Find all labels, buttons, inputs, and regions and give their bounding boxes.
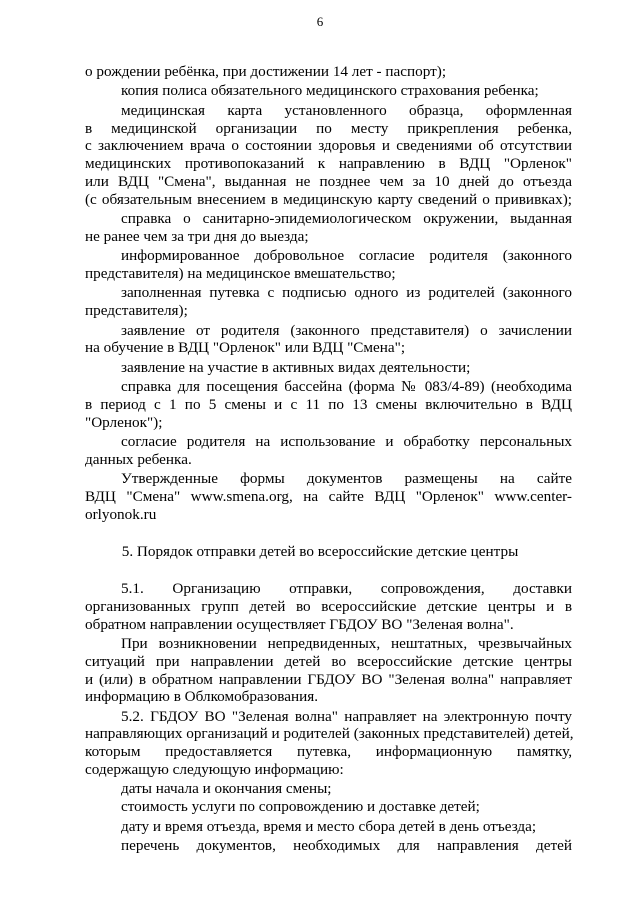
- text-line: Утвержденные формы документов размещены на сайте: [121, 470, 572, 487]
- text-line: направляющих организаций и родителей (законных представителей) детей,: [85, 725, 574, 742]
- text-line: содержащую следующую информацию:: [85, 761, 344, 778]
- text-line: ситуаций при направлении детей во всероссийские детские центры: [85, 653, 572, 670]
- text-line: данных ребенка.: [85, 451, 192, 468]
- text-line: о рождении ребёнка, при достижении 14 лет - паспорт);: [85, 63, 447, 80]
- text-line: стоимость услуги по сопровождению и доставке детей;: [121, 798, 480, 815]
- text-line: информацию в Облкомобразования.: [85, 688, 318, 705]
- text-line: которым предоставляется путевка, информационную памятку,: [85, 743, 572, 760]
- text-line: копия полиса обязательного медицинского страхования ребенка;: [121, 82, 539, 99]
- text-line: в медицинской организации по месту прикрепления ребенка,: [85, 120, 572, 137]
- text-line: в период с 1 по 5 смены и с 11 по 13 смены включительно в ВДЦ: [85, 396, 572, 413]
- section-heading: 5. Порядок отправки детей во всероссийские детские центры: [121, 543, 519, 560]
- text-line: и (или) в обратном направлении ГБДОУ ВО "Зеленая волна" направляет: [85, 671, 572, 688]
- text-line: заявление от родителя (законного представителя) о зачислении: [121, 322, 572, 339]
- text-line: заявление на участие в активных видах деятельности;: [121, 359, 471, 376]
- text-line: orlyonok.ru: [85, 506, 157, 523]
- text-line: ВДЦ "Смена" www.smena.org, на сайте ВДЦ "Орленок" www.center-: [85, 488, 572, 505]
- text-line: заполненная путевка с подписью одного из родителей (законного: [121, 284, 572, 301]
- text-line: не ранее чем за три дня до выезда;: [85, 228, 309, 245]
- text-line: представителя);: [85, 302, 188, 319]
- text-line: с заключением врача о состоянии здоровья и сведениями об отсутствии: [85, 137, 572, 154]
- text-line: 5.1. Организацию отправки, сопровождения, доставки: [121, 580, 572, 597]
- page-number: 6: [316, 14, 324, 29]
- text-line: медицинская карта установленного образца, оформленная: [121, 102, 572, 119]
- text-line: на обучение в ВДЦ "Орленок" или ВДЦ "Смена";: [85, 339, 406, 356]
- text-line: или ВДЦ "Смена", выданная не позднее чем за 10 дней до отъезда: [85, 173, 572, 190]
- text-line: медицинских противопоказаний к направлению в ВДЦ "Орленок": [85, 155, 572, 172]
- text-line: даты начала и окончания смены;: [121, 780, 332, 797]
- text-line: организованных групп детей во всероссийские детские центры и в: [85, 598, 572, 615]
- text-line: представителя) на медицинское вмешательство;: [85, 265, 396, 282]
- text-line: При возникновении непредвиденных, нештатных, чрезвычайных: [121, 635, 572, 652]
- text-line: (с обязательным внесением в медицинскую карту сведений о прививках);: [85, 191, 572, 208]
- text-line: дату и время отъезда, время и место сбора детей в день отъезда;: [121, 818, 537, 835]
- text-line: информированное добровольное согласие родителя (законного: [121, 247, 572, 264]
- text-line: 5.2. ГБДОУ ВО "Зеленая волна" направляет на электронную почту: [121, 708, 572, 725]
- text-line: обратном направлении осуществляет ГБДОУ ВО "Зеленая волна".: [85, 616, 514, 633]
- text-line: согласие родителя на использование и обработку персональных: [121, 433, 572, 450]
- text-line: справка о санитарно-эпидемиологическом окружении, выданная: [121, 210, 572, 227]
- text-line: справка для посещения бассейна (форма № 083/4-89) (необходима: [121, 378, 572, 395]
- text-line: перечень документов, необходимых для направления детей: [121, 837, 572, 854]
- text-line: "Орленок");: [85, 414, 163, 431]
